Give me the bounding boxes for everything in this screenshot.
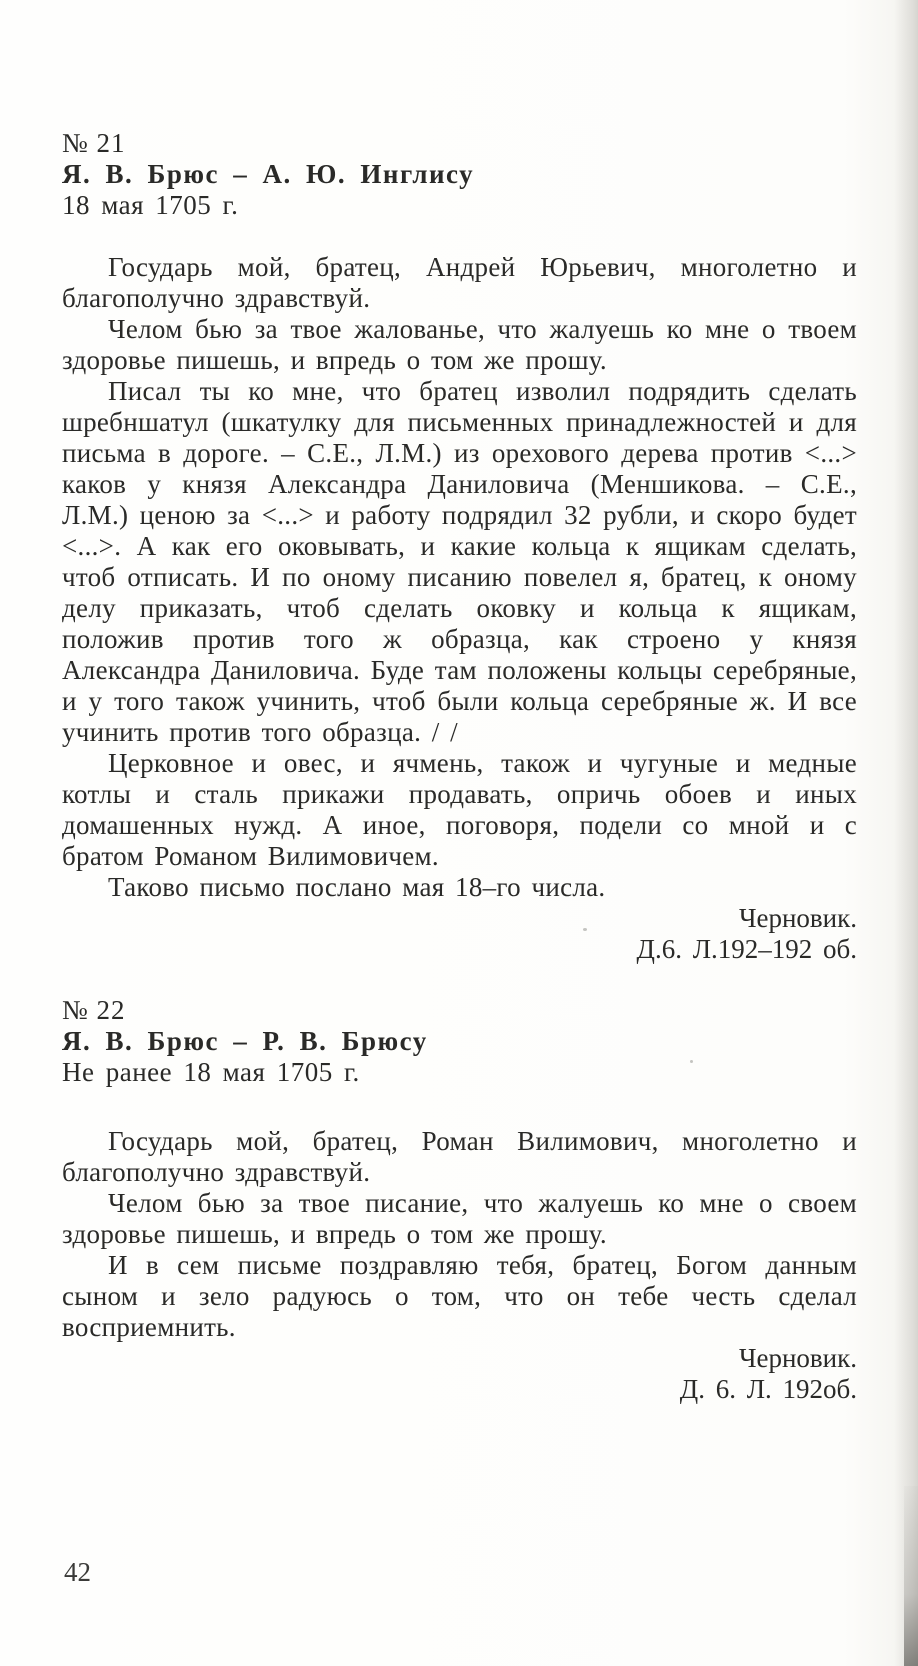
source-block bbox=[62, 1343, 857, 1405]
letter-date: 18 мая 1705 г. bbox=[62, 190, 239, 220]
paragraph: Таково письмо послано мая 18–го числа. bbox=[108, 872, 606, 902]
paragraph: И в сем письме поздравляю тебя, братец, Богом данным сыном и зело радуюсь о том, что он тебе честь сделал восприемнить. bbox=[62, 1250, 857, 1342]
page-content bbox=[62, 128, 857, 1405]
paragraph: Церковное и овес, и ячмень, також и чугуные и медные котлы и сталь прикажи продавать, опричь обоев и иных домашенных нужд. А иное, поговоря, подели со мной и с братом Романом Вилимовичем. bbox=[62, 748, 857, 871]
source-block bbox=[62, 903, 857, 965]
paragraph: Государь мой, братец, Андрей Юрьевич, многолетно и благополучно здравствуй. bbox=[62, 252, 857, 313]
scan-speck bbox=[583, 928, 587, 931]
letter-date: Не ранее 18 мая 1705 г. bbox=[62, 1057, 360, 1087]
letter-22 bbox=[62, 995, 857, 1405]
paragraph: Государь мой, братец, Роман Вилимович, многолетно и благополучно здравствуй. bbox=[62, 1126, 857, 1187]
source-type: Черновик. bbox=[738, 903, 857, 933]
letter-body bbox=[62, 1126, 857, 1343]
paragraph: Челом бью за твое жалованье, что жалуешь ко мне о твоем здоровье пишешь, и впредь о том же прошу. bbox=[62, 314, 857, 375]
letter-number: № 22 bbox=[62, 995, 126, 1025]
paragraph: Писал ты ко мне, что братец изволил подрядить сделать шребншатул (шкатулку для письменных принадлежностей и для письма в дороге. – С.Е., Л.М.) из орехового дерева против <...> каков у князя Александра Даниловича (Меншикова. – С.Е., Л.М.) ценою за <...> и работу подрядил 32 рубли, и скоро будет <...>. А как его оковывать, и какие кольца к ящикам сделать, чтоб отписать. И по оному писанию повелел я, братец, к оному делу приказать, чтоб сделать оковку и кольца к ящикам, положив против того ж образца, как строено у князя Александра Даниловича. Буде там положены кольцы серебряные, и у того також учинить, чтоб были кольца серебряные ж. И все учинить против того образца. / / bbox=[62, 376, 857, 747]
scan-speck bbox=[690, 1060, 693, 1063]
letter-number: № 21 bbox=[62, 128, 126, 158]
letter-title: Я. В. Брюс – Р. В. Брюсу bbox=[62, 1026, 428, 1056]
letter-title: Я. В. Брюс – А. Ю. Инглису bbox=[62, 159, 475, 189]
source-archive-ref: Д. 6. Л. 192об. bbox=[679, 1374, 857, 1404]
scan-corner-smudge bbox=[904, 1486, 918, 1666]
source-type: Черновик. bbox=[738, 1343, 857, 1373]
letter-body bbox=[62, 252, 857, 903]
letter-21 bbox=[62, 128, 857, 965]
source-archive-ref: Д.6. Л.192–192 об. bbox=[636, 934, 857, 964]
scan-edge-shadow bbox=[894, 0, 918, 1666]
paragraph: Челом бью за твое писание, что жалуешь ко мне о своем здоровье пишешь, и впредь о том же прошу. bbox=[62, 1188, 857, 1249]
page-number: 42 bbox=[64, 1557, 91, 1587]
